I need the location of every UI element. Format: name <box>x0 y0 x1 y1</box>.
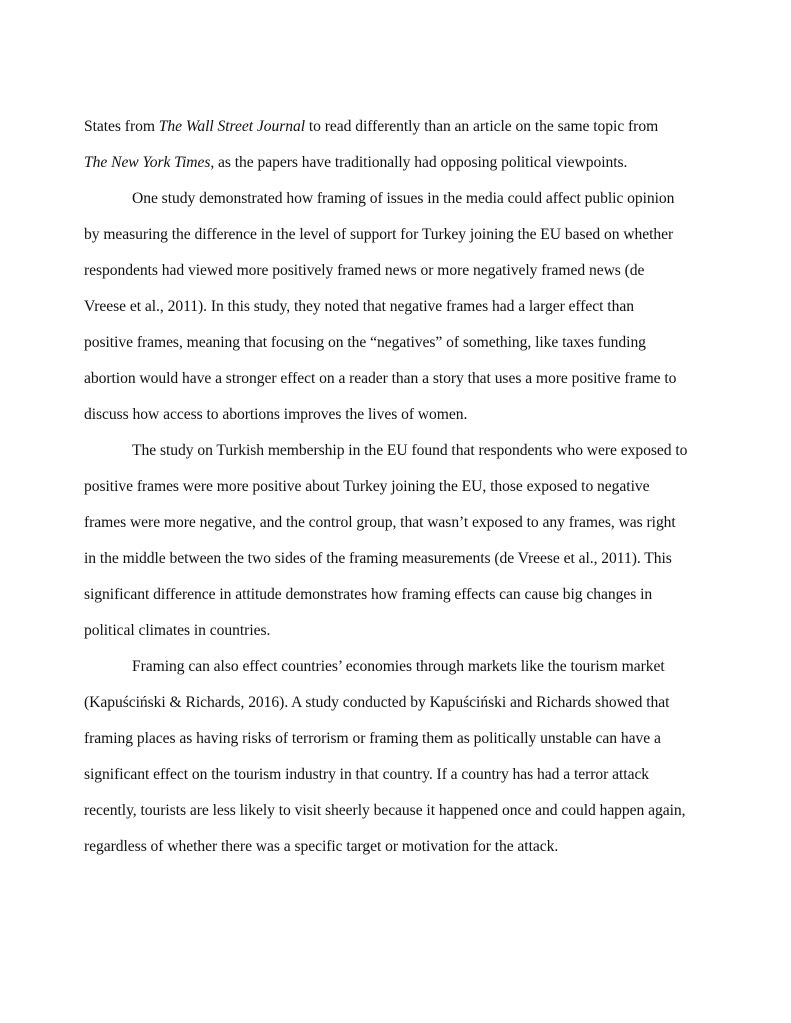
text-segment: Vreese et al., 2011). In this study, they noted that negative frames had a larger effect than <box>84 298 634 315</box>
text-line <box>84 514 676 532</box>
text-segment: recently, tourists are less likely to visit sheerly because it happened once and could happen again, <box>84 802 686 819</box>
text-line <box>84 118 658 136</box>
text-segment: Framing can also effect countries’ economies through markets like the tourism market <box>132 658 665 675</box>
text-line <box>84 154 627 172</box>
text-line <box>84 370 676 388</box>
text-segment: significant difference in attitude demonstrates how framing effects can cause big changes in <box>84 586 653 603</box>
text-segment: frames were more negative, and the control group, that wasn’t exposed to any frames, was right <box>84 514 676 531</box>
text-segment: (Kapuściński & Richards, 2016). A study conducted by Kapuściński and Richards showed that <box>84 694 670 711</box>
text-line <box>84 766 649 784</box>
text-line <box>84 406 467 424</box>
text-segment: by measuring the difference in the level of support for Turkey joining the EU based on whether <box>84 226 674 243</box>
text-segment: in the middle between the two sides of the framing measurements (de Vreese et al., 2011). This <box>84 550 672 567</box>
text-line <box>84 478 649 496</box>
text-line <box>84 694 669 712</box>
text-segment: abortion would have a stronger effect on a reader than a story that uses a more positive frame to <box>84 370 677 387</box>
text-line <box>84 550 672 568</box>
text-line <box>84 730 661 748</box>
text-line <box>132 442 687 460</box>
text-segment: discuss how access to abortions improves the lives of women. <box>84 406 468 423</box>
text-line <box>84 262 644 280</box>
text-line <box>84 622 270 640</box>
text-line <box>84 802 686 820</box>
text-segment: framing places as having risks of terrorism or framing them as politically unstable can have a <box>84 730 661 747</box>
text-line <box>132 190 674 208</box>
text-line <box>84 298 634 316</box>
text-line <box>84 226 673 244</box>
text-segment: regardless of whether there was a specific target or motivation for the attack. <box>84 838 559 855</box>
text-line <box>84 838 558 856</box>
text-segment: One study demonstrated how framing of issues in the media could affect public opinion <box>132 190 675 207</box>
text-line <box>84 586 652 604</box>
text-segment: The study on Turkish membership in the EU found that respondents who were exposed to <box>132 442 688 459</box>
newspaper-title: The New York Times <box>84 154 211 171</box>
text-segment: political climates in countries. <box>84 622 271 639</box>
text-line <box>84 334 646 352</box>
newspaper-title: The Wall Street Journal <box>158 118 306 135</box>
text-segment: positive frames, meaning that focusing on the “negatives” of something, like taxes funding <box>84 334 646 351</box>
text-segment: significant effect on the tourism industry in that country. If a country has had a terror attack <box>84 766 650 783</box>
text-segment: to read differently than an article on the same topic from <box>305 118 659 135</box>
text-segment: , as the papers have traditionally had opposing political viewpoints. <box>210 154 628 171</box>
text-line <box>132 658 665 676</box>
text-segment: positive frames were more positive about Turkey joining the EU, those exposed to negative <box>84 478 650 495</box>
text-segment: respondents had viewed more positively framed news or more negatively framed news (de <box>84 262 645 279</box>
text-segment: States from <box>84 118 159 135</box>
